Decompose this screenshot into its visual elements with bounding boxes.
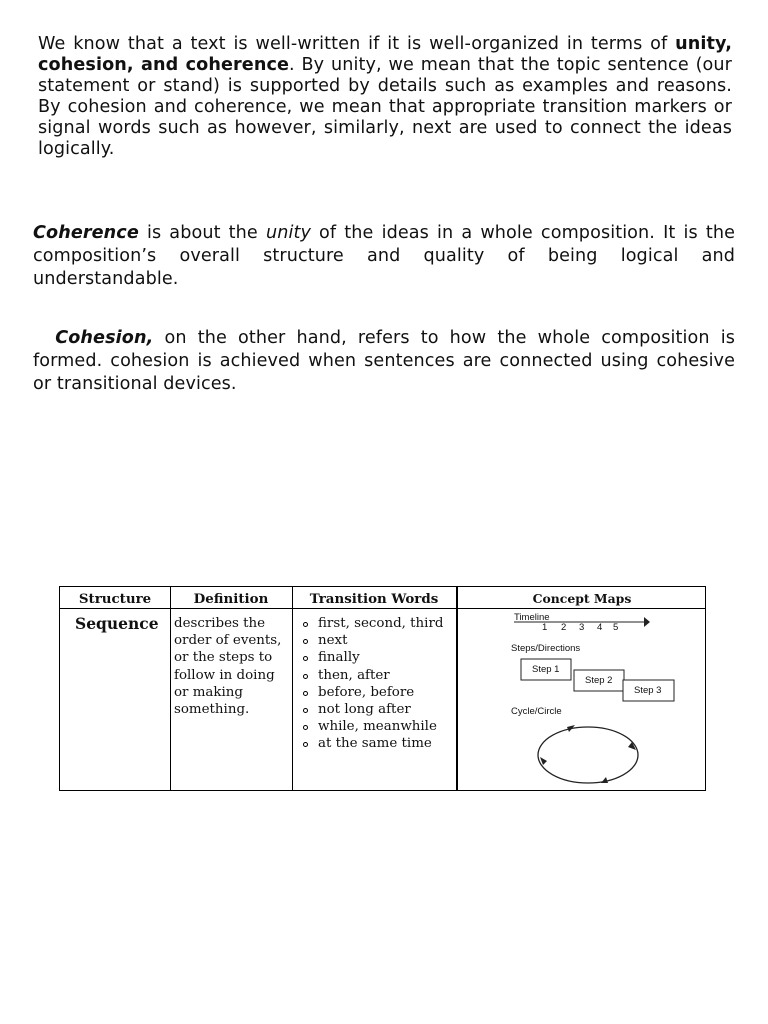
coherence-term: Coherence [33, 223, 139, 243]
list-item: next [296, 632, 456, 649]
coherence-text-b: of the ideas in a whole composition. It is the composition’s overall structure and quality of being logical and understandable. [33, 223, 735, 289]
header-transition-words: Transition Words [309, 591, 439, 607]
timeline-arrowhead [644, 617, 650, 627]
transition-words-list [296, 615, 456, 753]
intro-paragraph [38, 34, 732, 160]
definition-line: describes the [174, 616, 266, 631]
list-item: while, meanwhile [296, 718, 456, 735]
list-item: finally [296, 649, 456, 666]
list-item: not long after [296, 701, 456, 718]
intro-bold-terms: unity, cohesion, and coherence [38, 34, 732, 75]
list-item: then, after [296, 667, 456, 684]
timeline-label: Timeline [514, 612, 550, 623]
coherence-paragraph [33, 222, 735, 291]
step-1-label: Step 1 [532, 664, 560, 675]
concept-maps-diagram [458, 607, 704, 789]
timeline-number: 5 [613, 622, 619, 633]
list-item: first, second, third [296, 615, 456, 632]
cohesion-paragraph [33, 327, 735, 396]
definition-line: something. [174, 702, 250, 718]
intro-text-end: . By unity, we mean that the topic sentence (our statement or stand) is supported by details such as examples and reasons. By cohesion and coherence, we mean that appropriate transition markers or signal words such as however, similarly, next are used to connect the ideas logically. [38, 55, 732, 159]
header-structure: Structure [78, 591, 152, 607]
header-concept-maps: Concept Maps [532, 591, 632, 606]
definition-cell [174, 615, 292, 718]
timeline-number: 4 [597, 622, 603, 633]
timeline-number: 2 [561, 622, 567, 633]
coherence-text-a: is about the [138, 223, 266, 243]
definition-line: order of events, [174, 633, 282, 649]
list-item: at the same time [296, 735, 456, 752]
cycle-label: Cycle/Circle [511, 706, 562, 717]
step-2-label: Step 2 [585, 675, 613, 686]
unity-term: unity [265, 223, 311, 243]
cycle-circle [538, 727, 638, 783]
definition-line: follow in doing [174, 667, 275, 683]
structure-sequence: Sequence [75, 614, 159, 633]
timeline-number: 1 [542, 622, 548, 633]
table-divider [170, 587, 171, 790]
timeline-number: 3 [579, 622, 585, 633]
cohesion-term: Cohesion, [55, 328, 154, 348]
table-divider [292, 587, 293, 790]
intro-text-start: We know that a text is well-written if it is well-organized in terms of [38, 34, 676, 54]
header-definition: Definition [193, 591, 269, 607]
step-3-label: Step 3 [634, 685, 662, 696]
cycle-arrow-icon [601, 777, 608, 783]
cohesion-text: on the other hand, refers to how the whole composition is formed. cohesion is achieved when sentences are connected using cohesive or transitional devices. [33, 328, 735, 394]
list-item: before, before [296, 684, 456, 701]
definition-line: or making [174, 684, 243, 700]
steps-label: Steps/Directions [511, 643, 581, 654]
structure-table [59, 586, 706, 791]
definition-line: or the steps to [174, 650, 273, 666]
